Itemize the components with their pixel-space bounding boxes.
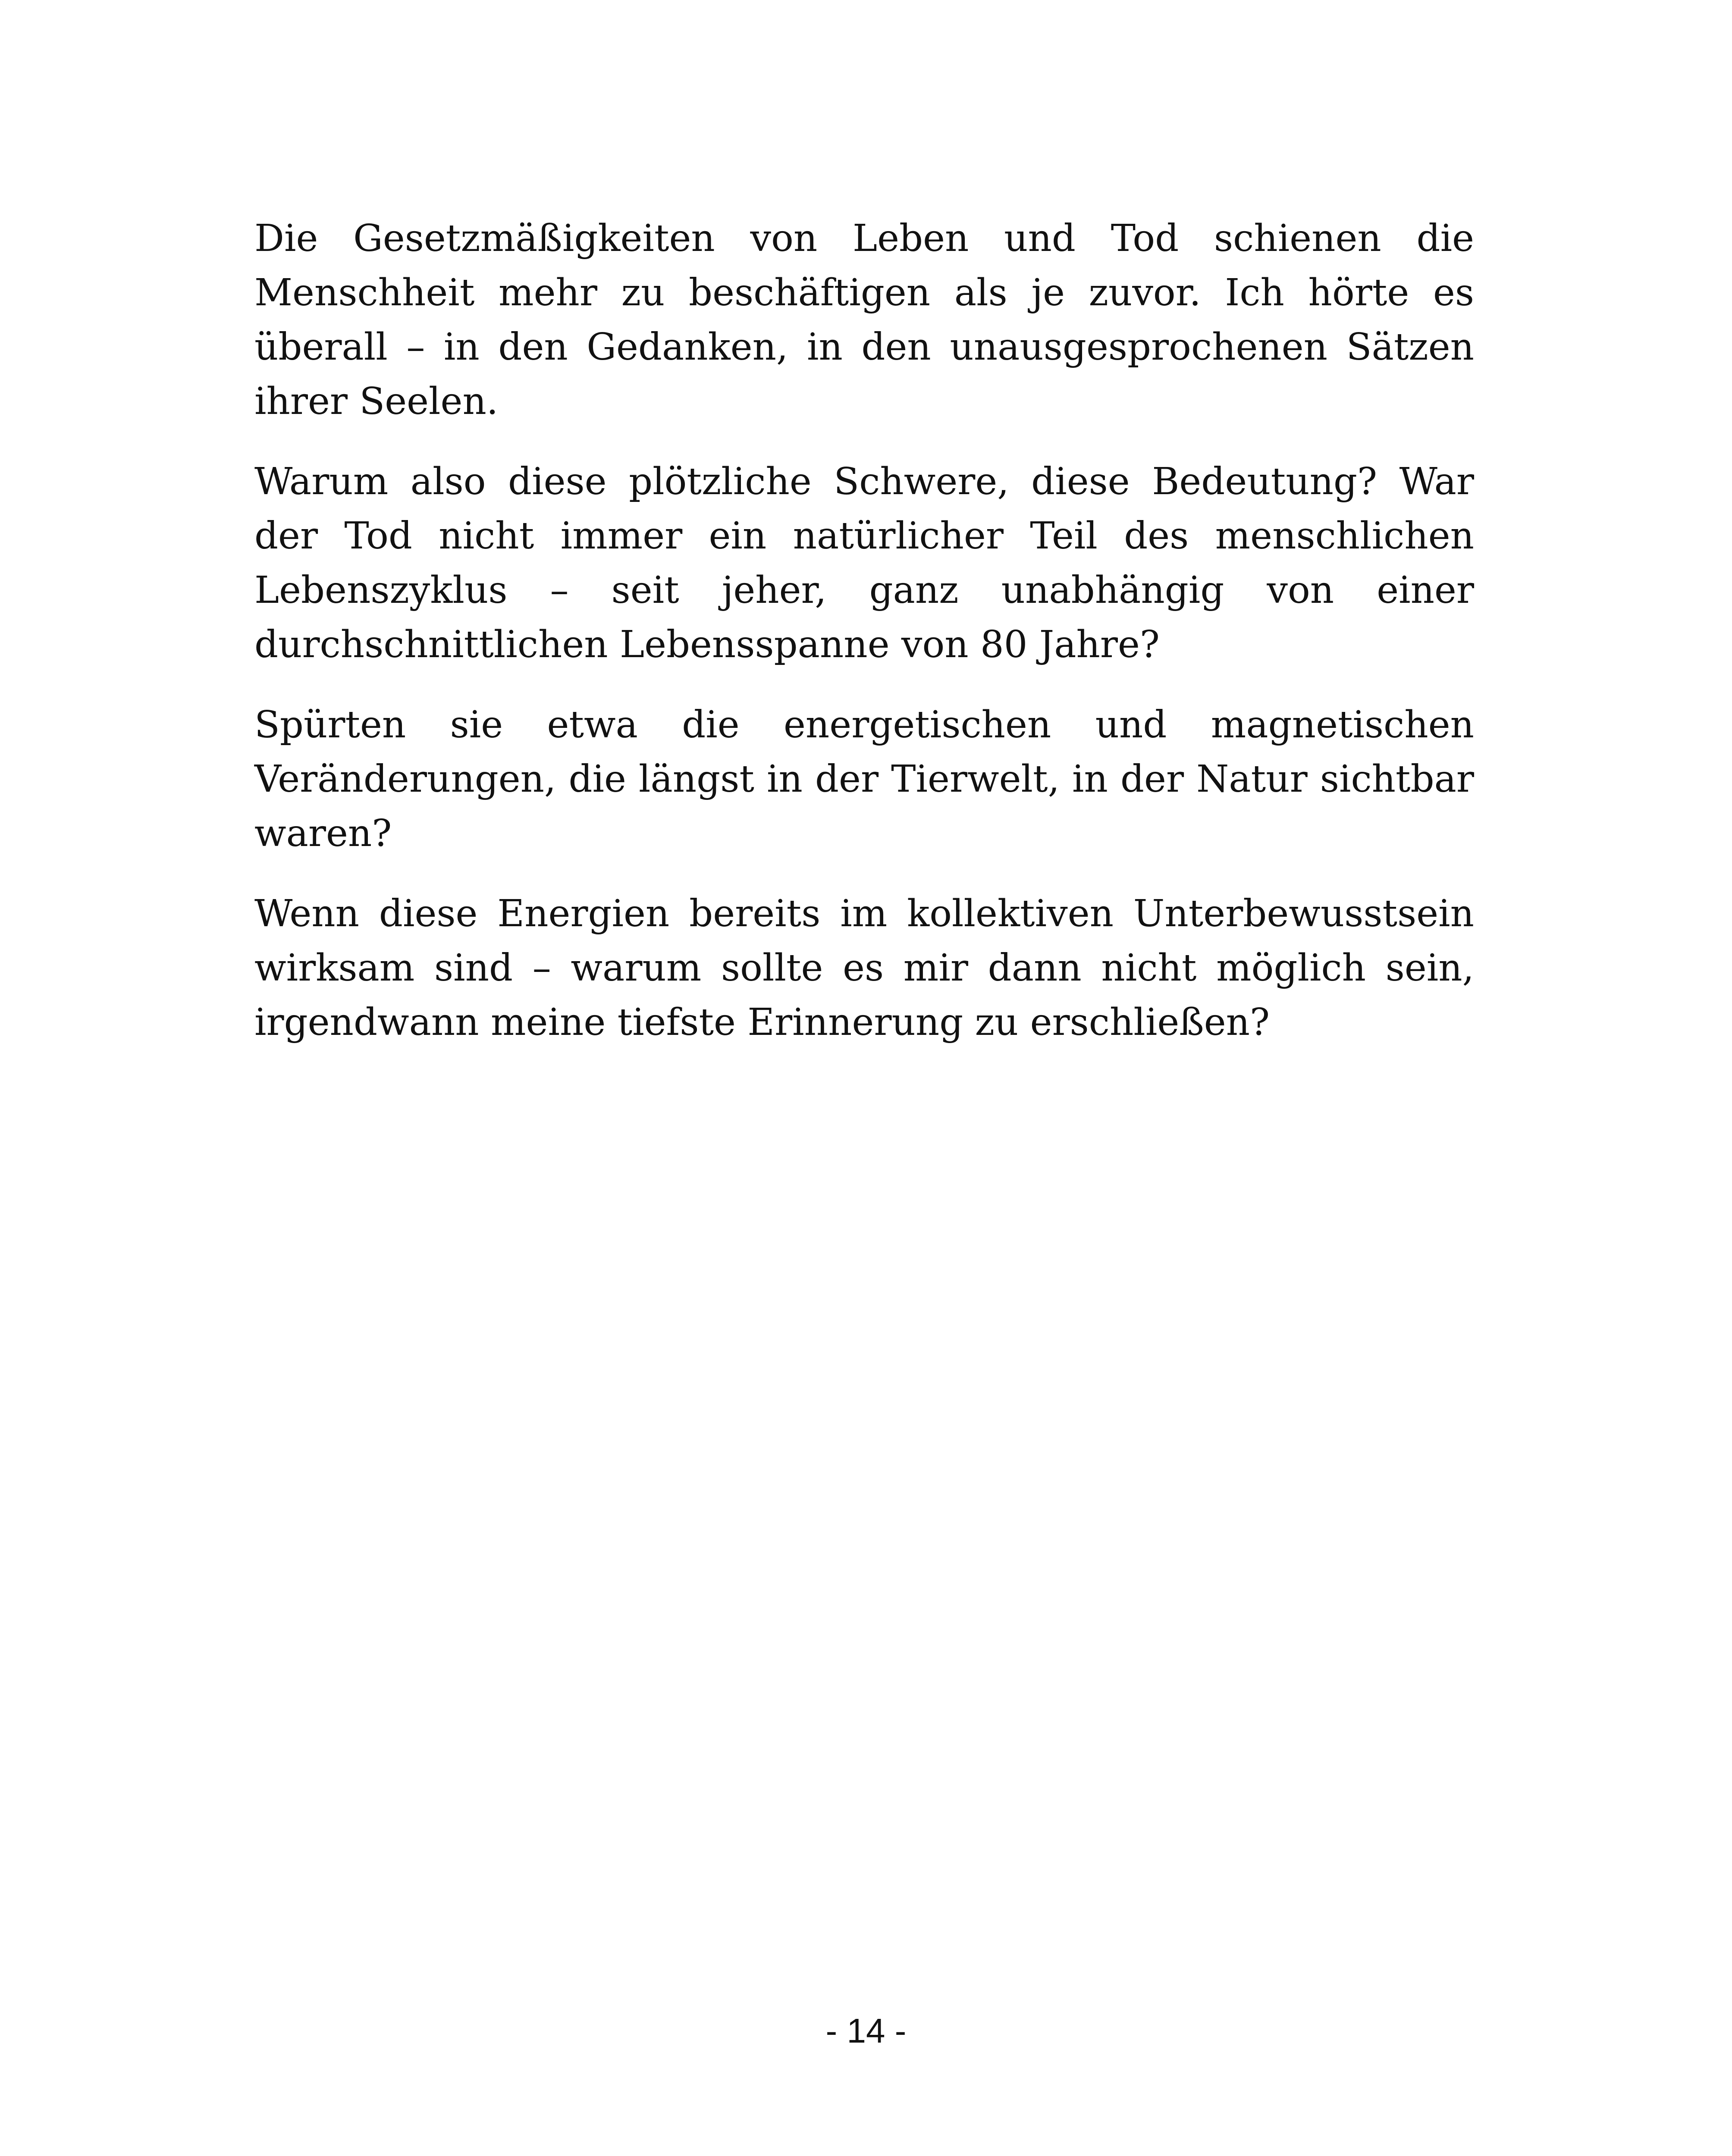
paragraph-1: Die Gesetzmäßigkeiten von Leben und Tod schienen die Menschheit mehr zu beschäftigen als je zuvor. Ich hörte es überall – in den Gedanken, in den unausgesprochenen Sätzen ihrer Seelen. <box>254 217 1474 423</box>
paragraph-3: Spürten sie etwa die energetischen und magnetischen Veränderungen, die längst in der Tierwelt, in der Natur sichtbar waren? <box>254 703 1474 855</box>
paragraph-4: Wenn diese Energien bereits im kollektiven Unterbewusstsein wirksam sind – warum sollte es mir dann nicht möglich sein, irgendwann meine tiefste Erinnerung zu erschließen? <box>254 892 1474 1044</box>
paragraph-2: Warum also diese plötzliche Schwere, diese Bedeutung? War der Tod nicht immer ein natürlicher Teil des menschlichen Lebenszyklus – seit jeher, ganz unabhängig von einer durchschnittlichen Lebensspanne von 80 Jahre? <box>254 460 1474 666</box>
page-number: - 14 - <box>825 2012 907 2050</box>
body-text <box>254 211 1474 1075</box>
